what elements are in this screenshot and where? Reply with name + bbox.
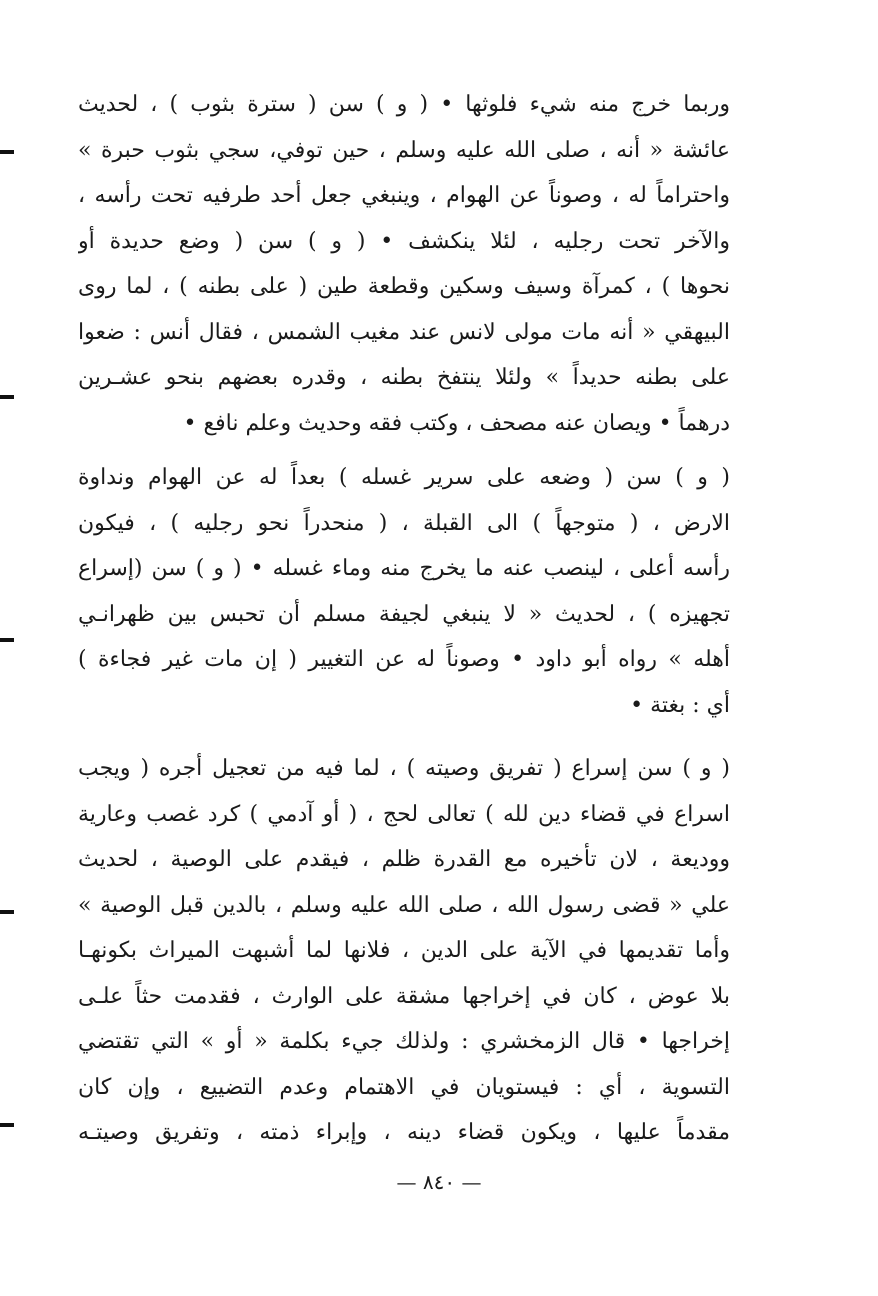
text-line: عائشة « أنه ، صلى الله عليه وسلم ، حين توفي، سجي بثوب حبرة » [78,137,730,163]
page-number: — ٨٤٠ — [396,1170,482,1194]
text-line: نحوها ) ، كمرآة وسيف وسكين وقطعة طين ( على بطنه ) ، لما روى [78,274,730,299]
margin-mark [0,910,14,914]
paragraph-1 [78,82,730,446]
text-line: ( و ) سن ( وضعه على سرير غسله ) بعداً له عن الهوام ونداوة [78,465,730,490]
text-line: على بطنه حديداً » ولئلا ينتفخ بطنه ، وقدره بعضهم بنحو عشـرين [78,365,730,390]
text-line: ووديعة ، لان تأخيره مع القدرة ظلم ، فيقدم على الوصية ، لحديث [78,847,730,872]
text-line: بلا عوض ، كان في إخراجها مشقة على الوارث ، فقدمت حثاً علـى [78,983,730,1009]
text-line: درهماً • ويصان عنه مصحف ، وكتب فقه وحديث وعلم نافع • [183,410,730,436]
text-line: الارض ، ( متوجهاً ) الى القبلة ، ( منحدراً نحو رجليه ) ، فيكون [78,510,730,536]
text-line: وربما خرج منه شيء فلوثها • ( و ) سن ( سترة بثوب ) ، لحديث [78,92,730,117]
text-line: والآخر تحت رجليه ، لئلا ينكشف • ( و ) سن ( وضع حديدة أو [78,228,730,254]
text-line: أي : بغتة • [630,692,730,718]
margin-mark [0,395,14,399]
text-line: إخراجها • قال الزمخشري : ولذلك جيء بكلمة « أو » التي تقتضي [78,1029,730,1054]
text-line: البيهقي « أنه مات مولى لانس عند مغيب الشمس ، فقال أنس : ضعوا [78,319,730,345]
text-line: تجهيزه ) ، لحديث « لا ينبغي لجيفة مسلم أن تحبس بين ظهرانـي [78,601,730,627]
text-line: اسراع في قضاء دين لله ) تعالى لحج ، ( أو آدمي ) كرد غصب وعارية [78,801,730,827]
text-line: مقدماً عليها ، ويكون قضاء دينه ، وإبراء ذمته ، وتفريق وصيتـه [78,1120,730,1145]
margin-mark [0,1123,14,1127]
text-line: علي « قضى رسول الله ، صلى الله عليه وسلم ، بالدين قبل الوصية » [78,892,730,918]
text-line: التسوية ، أي : فيستويان في الاهتمام وعدم التضييع ، وإن كان [78,1074,730,1100]
text-line: رأسه أعلى ، لينصب عنه ما يخرج منه وماء غسله • ( و ) سن (إسراع [78,556,730,581]
text-line: ( و ) سن إسراع ( تفريق وصيته ) ، لما فيه من تعجيل أجره ( ويجب [78,756,730,781]
text-line: وأما تقديمها في الآية على الدين ، فلانها لما أشبهت الميراث بكونهـا [78,938,730,963]
text-line: أهله » رواه أبو داود • وصوناً له عن التغيير ( إن مات غير فجاءة ) [78,647,730,672]
text-line: واحتراماً له ، وصوناً عن الهوام ، وينبغي جعل أحد طرفيه تحت رأسه ، [78,183,730,208]
margin-mark [0,150,14,154]
paragraph-3 [78,746,730,1156]
margin-mark [0,638,14,642]
paragraph-2 [78,455,730,728]
